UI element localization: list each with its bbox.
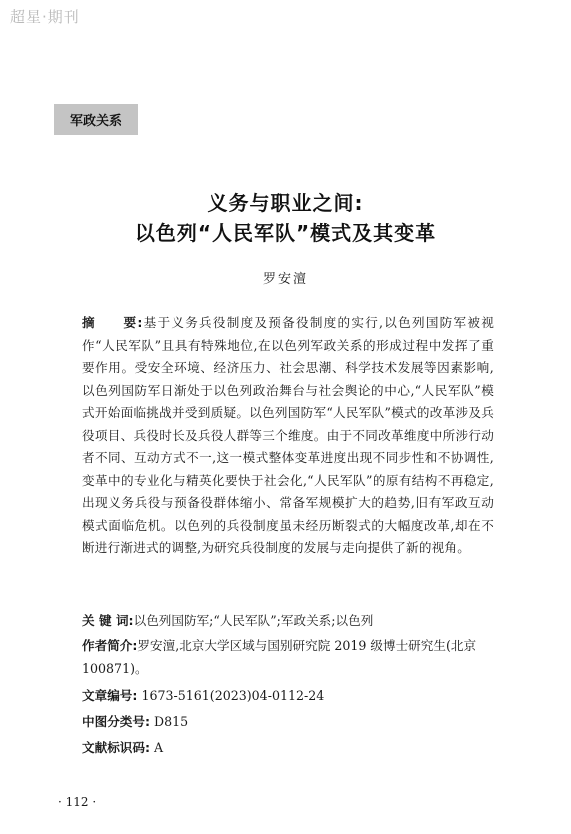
watermark-logo: 超星·期刊 xyxy=(10,8,80,26)
doc-code-value: A xyxy=(154,740,164,755)
article-title-line2: 以色列“人民军队”模式及其变革 xyxy=(134,221,437,245)
page-number: · 112 · xyxy=(58,795,97,809)
section-tag: 军政关系 xyxy=(54,104,138,135)
keywords-line xyxy=(82,610,494,633)
article-number-label: 文章编号: xyxy=(82,688,138,703)
article-title-line1: 义务与职业之间: xyxy=(207,191,364,215)
article-number-value: 1673-5161(2023)04-0112-24 xyxy=(141,688,325,703)
article-number-line xyxy=(82,685,494,708)
abstract-text: 基于义务兵役制度及预备役制度的实行,以色列国防军被视作“人民军队”且具有特殊地位,在以色列军政关系的形成过程中发挥了重要作用。受安全环境、经济压力、社会思潮、科学技术发展等因素影响,以色列国防军日渐处于以色列政治舞台与社会舆论的中心,“人民军队”模式开始面临挑战并受到质疑。以色列国防军“人民军队”模式的改革涉及兵役项目、兵役时长及兵役人群等三个维度。由于不同改革维度中所涉行动者不同、互动方式不一,这一模式整体变革进度出现不同步性和不协调性,变革中的专业化与精英化要快于社会化,“人民军队”的原有结构不再稳定,出现义务兵役与预备役群体缩小、常备军规模扩大的趋势,旧有军政互动模式面临危机。以色列的兵役制度虽未经历断裂式的大幅度改革,却在不断进行渐进式的调整,为研究兵役制度的发展与走向提供了新的视角。 xyxy=(82,315,494,555)
clc-number-value: D815 xyxy=(154,714,189,729)
abstract-block xyxy=(82,312,494,560)
doc-code-label: 文献标识码: xyxy=(82,740,151,755)
keywords-label: 关 键 词: xyxy=(82,613,134,628)
author-intro xyxy=(82,635,494,680)
abstract-label: 摘 要: xyxy=(82,315,143,330)
author-name: 罗安澶 xyxy=(262,272,308,287)
keywords-text: 以色列国防军;“人民军队”;军政关系;以色列 xyxy=(133,613,374,628)
author-intro-label: 作者简介: xyxy=(82,638,138,653)
doc-code-line xyxy=(82,737,494,760)
author-intro-text: 罗安澶,北京大学区域与国别研究院 2019 级博士研究生(北京 100871)。 xyxy=(82,638,477,676)
clc-number-line xyxy=(82,711,494,734)
clc-number-label: 中图分类号: xyxy=(82,714,151,729)
